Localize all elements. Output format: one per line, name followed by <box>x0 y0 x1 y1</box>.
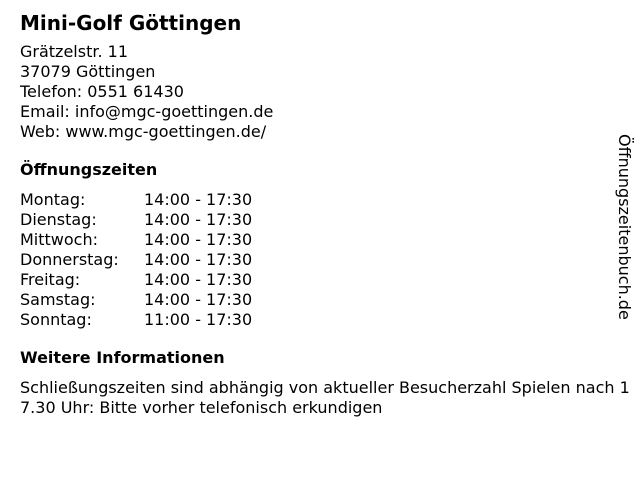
hours-day: Sonntag: <box>20 310 92 329</box>
hours-row <box>20 210 620 230</box>
more-info-text: Schließungszeiten sind abhängig von aktueller Besucherzahl Spielen nach 17.30 Uhr: Bitte vorher telefonisch erkundigen <box>20 378 630 417</box>
phone-number: Telefon: 0551 61430 <box>20 82 184 101</box>
hours-row <box>20 190 620 210</box>
email-line <box>20 102 620 122</box>
address-block <box>20 42 620 142</box>
hours-time: 14:00 - 17:30 <box>144 190 253 209</box>
city-address: 37079 Göttingen <box>20 62 156 81</box>
hours-row <box>20 310 620 330</box>
hours-row <box>20 270 620 290</box>
hours-day: Donnerstag: <box>20 250 119 269</box>
opening-hours-table <box>20 190 620 330</box>
source-watermark: Öffnungszeitenbuch.de <box>615 134 634 320</box>
hours-row <box>20 290 620 310</box>
email-link[interactable]: info@mgc-goettingen.de <box>74 102 274 121</box>
hours-time: 14:00 - 17:30 <box>144 290 253 309</box>
web-label: Web: <box>20 122 66 141</box>
web-link[interactable]: www.mgc-goettingen.de/ <box>65 122 267 141</box>
more-info-heading: Weitere Informationen <box>20 348 225 367</box>
hours-time: 14:00 - 17:30 <box>144 210 253 229</box>
email-label: Email: <box>20 102 75 121</box>
hours-time: 14:00 - 17:30 <box>144 270 253 289</box>
hours-day: Montag: <box>20 190 86 209</box>
page-title: Mini-Golf Göttingen <box>20 11 242 35</box>
opening-hours-heading: Öffnungszeiten <box>20 160 158 179</box>
hours-row <box>20 230 620 250</box>
hours-day: Samstag: <box>20 290 96 309</box>
hours-time: 14:00 - 17:30 <box>144 250 253 269</box>
web-line <box>20 122 620 142</box>
hours-time: 14:00 - 17:30 <box>144 230 253 249</box>
hours-day: Mittwoch: <box>20 230 98 249</box>
hours-row <box>20 250 620 270</box>
street-address: Grätzelstr. 11 <box>20 42 128 61</box>
hours-time: 11:00 - 17:30 <box>144 310 253 329</box>
hours-day: Freitag: <box>20 270 81 289</box>
hours-day: Dienstag: <box>20 210 97 229</box>
